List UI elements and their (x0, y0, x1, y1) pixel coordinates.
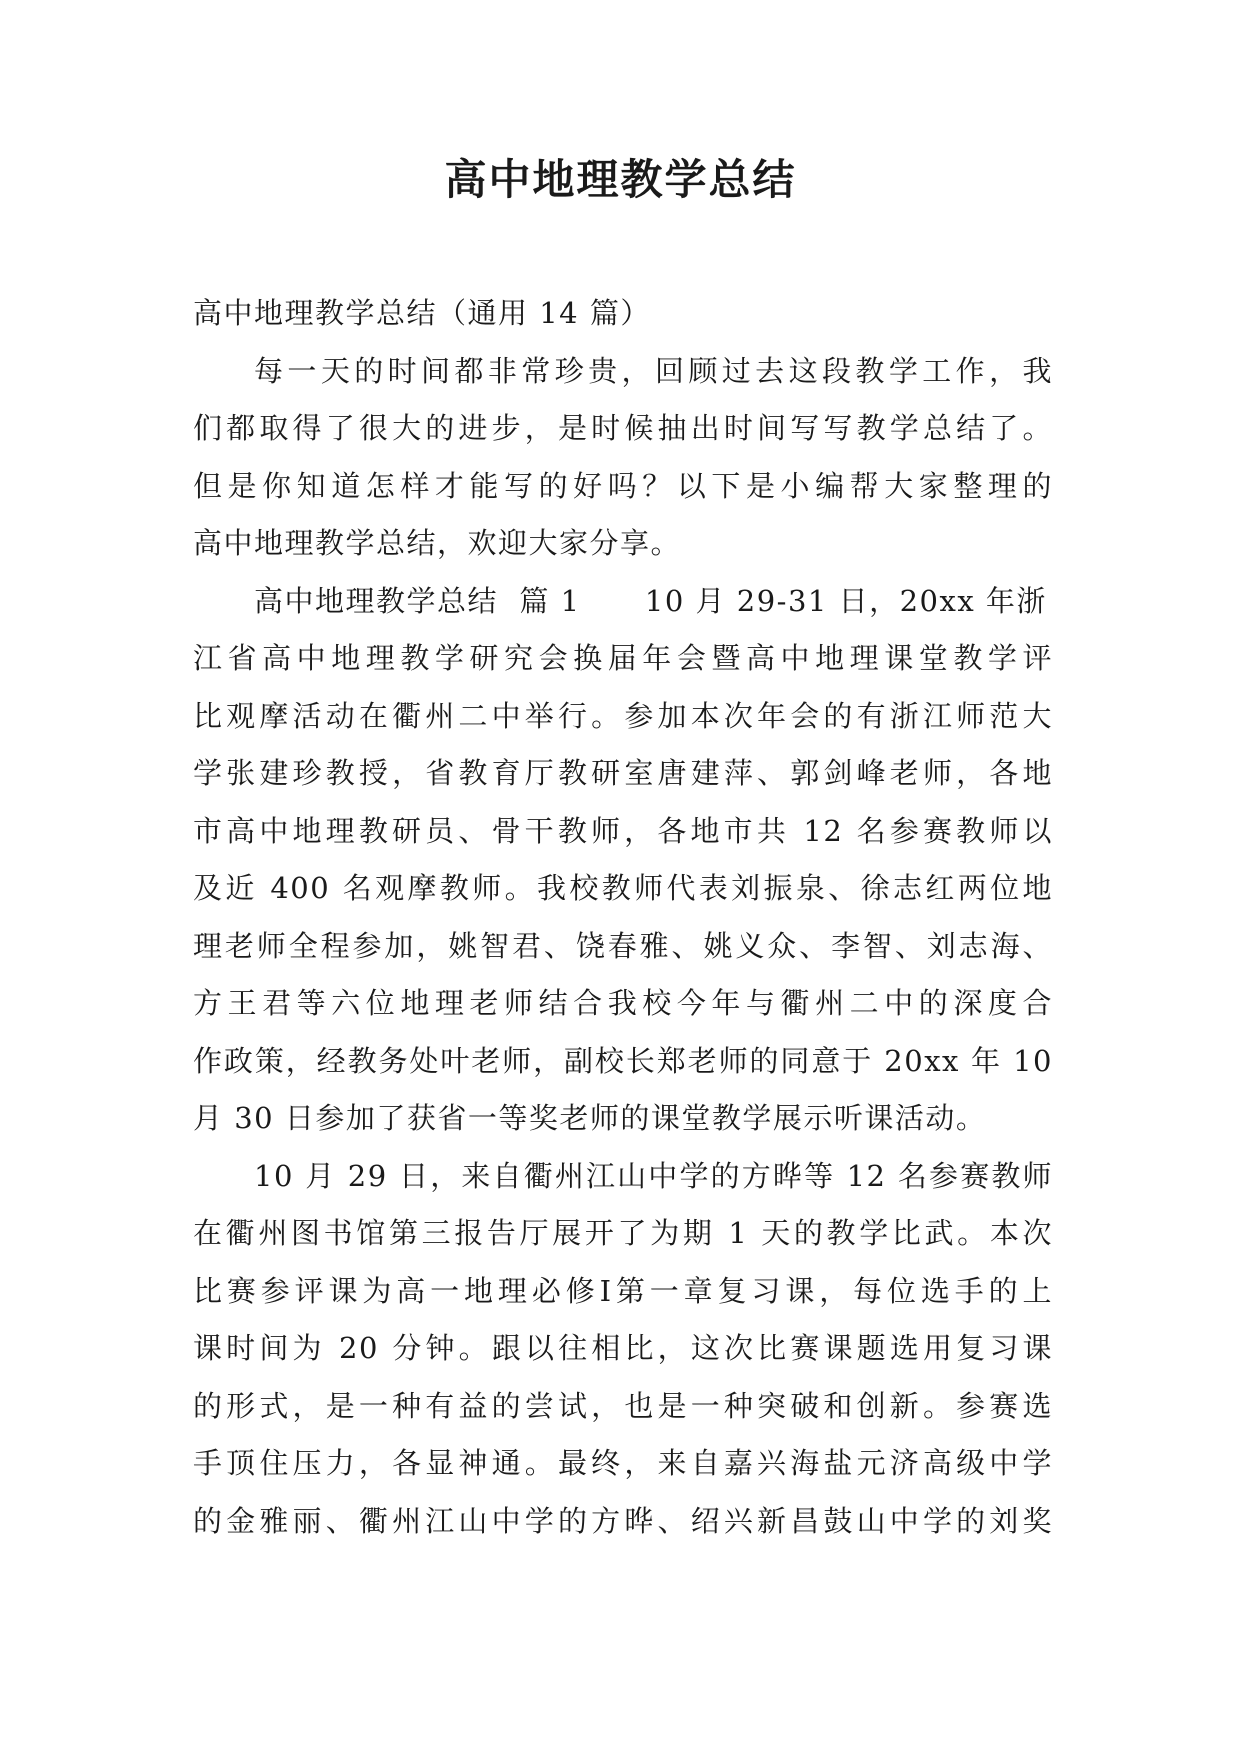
paragraph-line: 在衢州图书馆第三报告厅展开了为期 1 天的教学比武。本次 (193, 1216, 1053, 1250)
paragraph-line: 的形式，是一种有益的尝试，也是一种突破和创新。参赛选 (193, 1388, 1053, 1423)
paragraph-line: 江省高中地理教学研究会换届年会暨高中地理课堂教学评 (193, 641, 1053, 675)
paragraph-line: 作政策，经教务处叶老师，副校长郑老师的同意于 20xx 年 10 (193, 1043, 1053, 1078)
paragraph-line: 每一天的时间都非常珍贵，回顾过去这段教学工作，我 (254, 353, 1053, 388)
document-title: 高中地理教学总结 (444, 155, 797, 204)
paragraph-line: 们都取得了很大的进步，是时候抽出时间写写教学总结了。 (193, 411, 1053, 445)
paragraph-line: 手顶住压力，各显神通。最终，来自嘉兴海盐元济高级中学 (193, 1446, 1053, 1480)
paragraph-line: 市高中地理教研员、骨干教师，各地市共 12 名参赛教师以 (193, 813, 1053, 848)
paragraph-line: 的金雅丽、衢州江山中学的方晔、绍兴新昌鼓山中学的刘奖 (193, 1503, 1053, 1538)
paragraph-line: 方王君等六位地理老师结合我校今年与衢州二中的深度合 (193, 986, 1053, 1020)
document-subtitle: 高中地理教学总结（通用 14 篇） (193, 296, 651, 330)
paragraph-line: 学张建珍教授，省教育厅教研室唐建萍、郭剑峰老师，各地 (193, 756, 1053, 790)
document-body (193, 285, 1053, 1550)
paragraph-line: 课时间为 20 分钟。跟以往相比，这次比赛课题选用复习课 (193, 1331, 1053, 1365)
paragraph-line: 10 月 29 日，来自衢州江山中学的方晔等 12 名参赛教师 (254, 1158, 1053, 1193)
paragraph-line: 比观摩活动在衢州二中举行。参加本次年会的有浙江师范大 (193, 698, 1053, 733)
paragraph-line: 高中地理教学总结，欢迎大家分享。 (193, 526, 682, 560)
paragraph-line: 但是你知道怎样才能写的好吗？以下是小编帮大家整理的 (193, 468, 1053, 503)
paragraph-line: 高中地理教学总结 篇 1 10 月 29-31 日，20xx 年浙 (254, 583, 1047, 618)
paragraph-line: 理老师全程参加，姚智君、饶春雅、姚义众、李智、刘志海、 (193, 928, 1053, 963)
paragraph-line: 比赛参评课为高一地理必修Ⅰ第一章复习课，每位选手的上 (193, 1273, 1053, 1308)
paragraph-line: 月 30 日参加了获省一等奖老师的课堂教学展示听课活动。 (193, 1101, 987, 1135)
paragraph-line: 及近 400 名观摩教师。我校教师代表刘振泉、徐志红两位地 (193, 871, 1053, 905)
